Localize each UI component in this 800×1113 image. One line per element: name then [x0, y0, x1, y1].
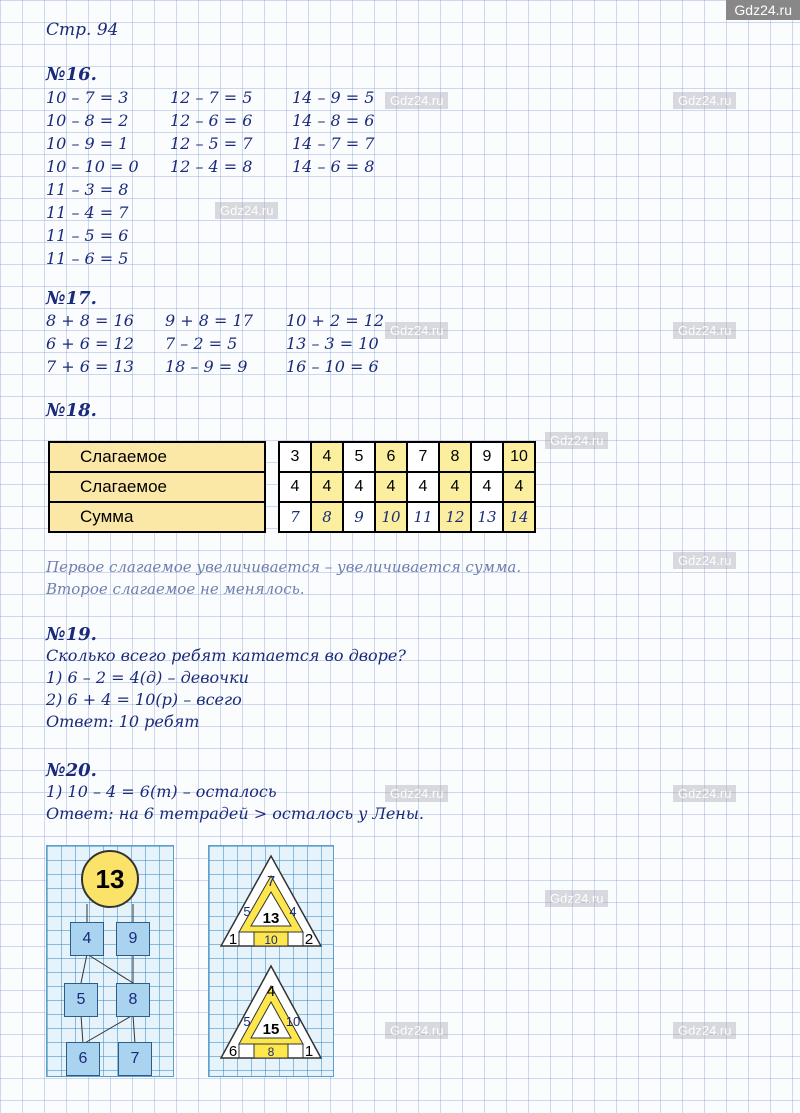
table-cell: 14 — [503, 502, 535, 532]
table-cell: 9 — [471, 442, 503, 472]
task20-title: №20. — [46, 760, 97, 781]
tree-diagram — [46, 845, 174, 1077]
equation: 10 – 10 = 0 — [46, 157, 139, 176]
table-row — [49, 502, 535, 532]
triangle-2-center: 15 — [262, 1021, 280, 1038]
triangle-1-bottom-mid: 10 — [264, 933, 278, 947]
triangle-2-right: 10 — [285, 1014, 301, 1029]
watermark: Gdz24.ru — [385, 785, 448, 802]
task16-col3 — [292, 86, 374, 178]
triangle-2-bottom-right: 1 — [304, 1043, 314, 1060]
addition-table — [48, 441, 536, 533]
equation: 12 – 7 = 5 — [170, 88, 253, 107]
triangles — [209, 846, 333, 1076]
task16-col2 — [170, 86, 252, 178]
watermark: Gdz24.ru — [385, 1022, 448, 1039]
triangle-1-left: 5 — [243, 904, 251, 919]
table-cell: 4 — [439, 472, 471, 502]
equation: 8 + 8 = 16 — [46, 311, 134, 330]
table-cell: 6 — [375, 442, 407, 472]
table-cell: 4 — [375, 472, 407, 502]
tree-node: 5 — [64, 983, 98, 1017]
table-cell: 12 — [439, 502, 471, 532]
tree-root: 13 — [81, 850, 139, 908]
triangle-2-top: 4 — [266, 983, 276, 1000]
row-label: Слагаемое — [49, 442, 265, 472]
triangle-2-bottom-left: 6 — [228, 1043, 238, 1060]
equation: 11 – 3 = 8 — [46, 180, 129, 199]
tree-node: 7 — [118, 1042, 152, 1076]
triangle-1-right: 4 — [289, 904, 297, 919]
equation: 14 – 8 = 6 — [292, 111, 375, 130]
task16-title: №16. — [46, 64, 97, 85]
triangle-1-center: 13 — [262, 910, 280, 927]
table-cell: 4 — [407, 472, 439, 502]
task17-col3 — [286, 309, 384, 378]
table-cell: 4 — [471, 472, 503, 502]
task18-note1: Первое слагаемое увеличивается – увеличивается сумма. — [46, 558, 522, 576]
equation: 14 – 7 = 7 — [292, 134, 375, 153]
table-cell: 3 — [279, 442, 311, 472]
row-label: Слагаемое — [49, 472, 265, 502]
equation: 11 – 6 = 5 — [46, 249, 129, 268]
equation: 18 – 9 = 9 — [165, 357, 248, 376]
triangle-1-bottom-right: 2 — [304, 931, 314, 948]
table-cell: 4 — [343, 472, 375, 502]
equation: 12 – 4 = 8 — [170, 157, 253, 176]
equation: 10 – 7 = 3 — [46, 88, 129, 107]
equation: 13 – 3 = 10 — [286, 334, 379, 353]
task19-step1: 1) 6 – 2 = 4(д) – девочки — [46, 668, 249, 687]
equation: 11 – 5 = 6 — [46, 226, 129, 245]
task16-col1 — [46, 86, 139, 270]
table-cell: 10 — [375, 502, 407, 532]
equation: 12 – 5 = 7 — [170, 134, 253, 153]
table-cell: 7 — [407, 442, 439, 472]
task19-step2: 2) 6 + 4 = 10(р) – всего — [46, 690, 242, 709]
equation: 11 – 4 = 7 — [46, 203, 129, 222]
spacer — [265, 442, 279, 472]
table-cell: 4 — [311, 442, 343, 472]
equation: 7 + 6 = 13 — [46, 357, 134, 376]
table-cell: 9 — [343, 502, 375, 532]
task20-answer: Ответ: на 6 тетрадей > осталось у Лены. — [46, 804, 424, 823]
table-row — [49, 442, 535, 472]
task18-note2: Второе слагаемое не менялось. — [46, 580, 305, 598]
task17-col1 — [46, 309, 134, 378]
table-cell: 8 — [439, 442, 471, 472]
watermark: Gdz24.ru — [673, 785, 736, 802]
page-label: Стр. 94 — [46, 20, 119, 40]
triangle-2 — [221, 966, 321, 1060]
task17-title: №17. — [46, 288, 97, 309]
task19-title: №19. — [46, 624, 97, 645]
watermark: Gdz24.ru — [215, 202, 278, 219]
equation: 10 + 2 = 12 — [286, 311, 385, 330]
tree-node: 8 — [116, 983, 150, 1017]
table-row — [49, 472, 535, 502]
watermark: Gdz24.ru — [673, 552, 736, 569]
tree-node: 9 — [116, 922, 150, 956]
triangle-1-bottom-left: 1 — [228, 931, 238, 948]
task20-step1: 1) 10 – 4 = 6(т) – осталось — [46, 782, 277, 801]
task19-answer: Ответ: 10 ребят — [46, 712, 200, 731]
equation: 6 + 6 = 12 — [46, 334, 134, 353]
equation: 14 – 6 = 8 — [292, 157, 375, 176]
equation: 14 – 9 = 5 — [292, 88, 375, 107]
equation: 10 – 8 = 2 — [46, 111, 129, 130]
triangle-1-top: 7 — [266, 873, 276, 890]
table-cell: 4 — [311, 472, 343, 502]
table-cell: 13 — [471, 502, 503, 532]
equation: 7 – 2 = 5 — [165, 334, 238, 353]
watermark: Gdz24.ru — [385, 322, 448, 339]
equation: 16 – 10 = 6 — [286, 357, 379, 376]
equation: 9 + 8 = 17 — [165, 311, 253, 330]
triangle-2-left: 5 — [243, 1014, 251, 1029]
tree-node: 4 — [70, 922, 104, 956]
row-label: Сумма — [49, 502, 265, 532]
table-cell: 8 — [311, 502, 343, 532]
watermark: Gdz24.ru — [385, 92, 448, 109]
watermark: Gdz24.ru — [673, 92, 736, 109]
table-cell: 7 — [279, 502, 311, 532]
spacer — [265, 502, 279, 532]
table-cell: 4 — [503, 472, 535, 502]
tree-node: 6 — [66, 1042, 100, 1076]
spacer — [265, 472, 279, 502]
task18-title: №18. — [46, 400, 97, 421]
triangle-1 — [221, 856, 321, 948]
watermark: Gdz24.ru — [673, 1022, 736, 1039]
watermark-top: Gdz24.ru — [726, 0, 800, 20]
watermark: Gdz24.ru — [545, 432, 608, 449]
table-cell: 11 — [407, 502, 439, 532]
triangle-2-bottom-mid: 8 — [267, 1045, 275, 1059]
task19-question: Сколько всего ребят катается во дворе? — [46, 646, 406, 665]
watermark: Gdz24.ru — [545, 890, 608, 907]
table-cell: 5 — [343, 442, 375, 472]
table-cell: 10 — [503, 442, 535, 472]
triangle-grid — [208, 845, 334, 1077]
task17-col2 — [165, 309, 253, 378]
watermark: Gdz24.ru — [673, 322, 736, 339]
equation: 12 – 6 = 6 — [170, 111, 253, 130]
table-cell: 4 — [279, 472, 311, 502]
equation: 10 – 9 = 1 — [46, 134, 129, 153]
